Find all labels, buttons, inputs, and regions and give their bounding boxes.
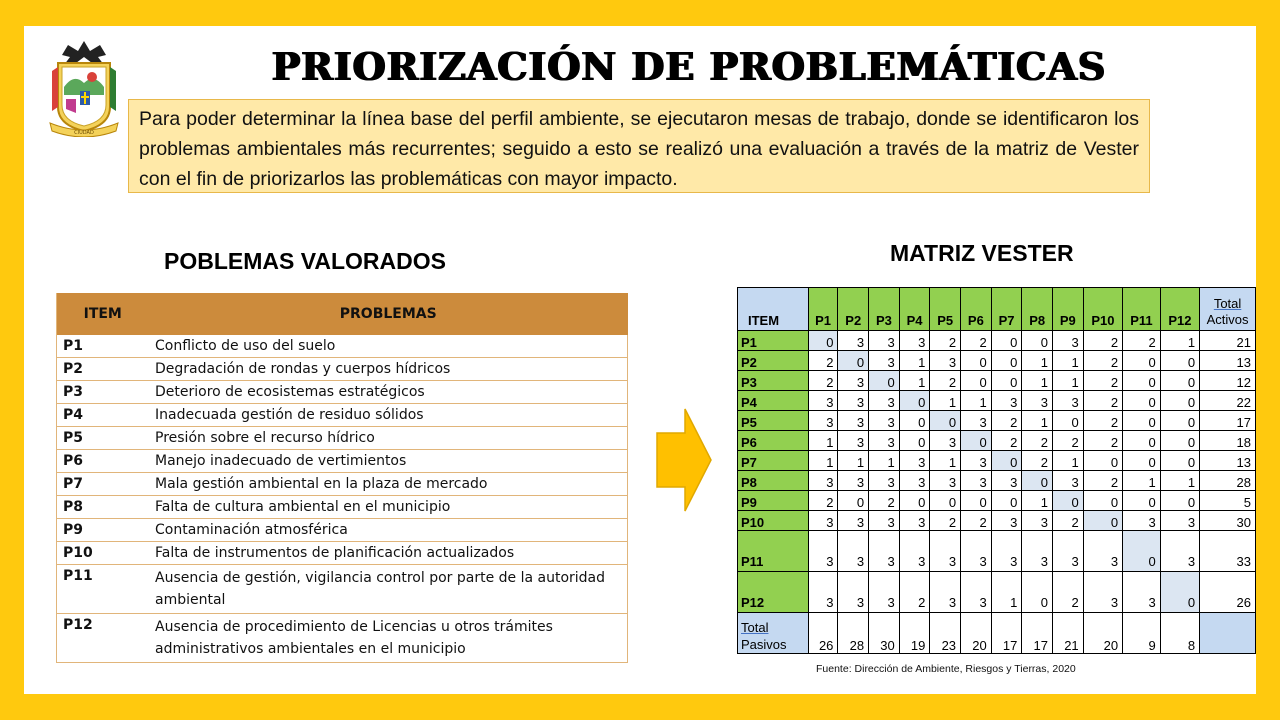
vester-matrix (737, 287, 1256, 654)
matrix-cell: 2 (808, 491, 838, 511)
matrix-cell: 3 (808, 411, 838, 431)
table-row (57, 565, 628, 614)
matrix-cell: 0 (991, 491, 1022, 511)
passive-total-cell: 9 (1123, 613, 1161, 654)
matrix-cell: 2 (961, 511, 992, 531)
matrix-cell: 3 (899, 451, 930, 471)
passive-total-cell: 28 (838, 613, 869, 654)
matrix-cell: 3 (869, 391, 900, 411)
matrix-cell: 0 (1022, 471, 1053, 491)
matrix-cell: 3 (808, 572, 838, 613)
matrix-cell: 2 (1083, 431, 1122, 451)
matrix-cell: 1 (899, 351, 930, 371)
matrix-cell: 3 (930, 431, 961, 451)
matrix-cell: 3 (869, 351, 900, 371)
matrix-cell: 3 (838, 431, 869, 451)
matrix-cell: 2 (1053, 431, 1084, 451)
matrix-cell: 0 (1022, 331, 1053, 351)
matrix-cell: 0 (930, 491, 961, 511)
matrix-cell: 2 (1053, 511, 1084, 531)
matrix-cell: 0 (1123, 351, 1161, 371)
problem-text: Falta de instrumentos de planificación actualizados (149, 542, 628, 565)
passive-total-cell: 17 (991, 613, 1022, 654)
source-caption: Fuente: Dirección de Ambiente, Riesgos y Tierras, 2020 (816, 663, 1076, 675)
active-total-cell: 26 (1200, 572, 1256, 613)
total-passive-header (738, 613, 809, 654)
matrix-cell: 1 (1022, 491, 1053, 511)
matrix-cell: 0 (1123, 371, 1161, 391)
matrix-row (738, 351, 1256, 371)
matrix-row (738, 331, 1256, 351)
matrix-cell: 0 (1160, 572, 1199, 613)
matrix-cell: 3 (991, 391, 1022, 411)
matrix-cell: 0 (1123, 391, 1161, 411)
matrix-row (738, 431, 1256, 451)
matrix-cell: 2 (1022, 451, 1053, 471)
matrix-cell: 0 (838, 491, 869, 511)
matrix-column-header: P11 (1123, 288, 1161, 331)
matrix-cell: 3 (961, 471, 992, 491)
matrix-cell: 3 (1160, 511, 1199, 531)
matrix-cell: 3 (869, 431, 900, 451)
matrix-cell: 0 (869, 371, 900, 391)
matrix-cell: 3 (961, 531, 992, 572)
problem-text: Conflicto de uso del suelo (149, 335, 628, 358)
table-row (57, 335, 628, 358)
matrix-cell: 2 (1083, 371, 1122, 391)
matrix-cell: 3 (1053, 531, 1084, 572)
matrix-cell: 3 (899, 471, 930, 491)
matrix-cell: 3 (808, 511, 838, 531)
matrix-cell: 1 (899, 371, 930, 391)
problem-text: Presión sobre el recurso hídrico (149, 427, 628, 450)
matrix-cell: 3 (869, 511, 900, 531)
matrix-cell: 1 (808, 451, 838, 471)
active-total-cell: 18 (1200, 431, 1256, 451)
problems-header-row (57, 293, 628, 335)
item-column-header: ITEM (57, 293, 150, 335)
header-line: Pasivos (741, 637, 787, 652)
matrix-row (738, 451, 1256, 471)
passive-total-cell: 23 (930, 613, 961, 654)
matrix-cell: 0 (1022, 572, 1053, 613)
matrix-cell: 0 (961, 431, 992, 451)
matrix-cell: 3 (1083, 531, 1122, 572)
matrix-cell: 3 (930, 471, 961, 491)
matrix-cell: 0 (991, 451, 1022, 471)
matrix-row (738, 471, 1256, 491)
matrix-cell: 2 (899, 572, 930, 613)
matrix-cell: 1 (991, 572, 1022, 613)
matrix-cell: 0 (1160, 491, 1199, 511)
matrix-cell: 3 (838, 572, 869, 613)
matrix-cell: 2 (1083, 351, 1122, 371)
passive-total-cell: 30 (869, 613, 900, 654)
problem-code: P3 (57, 381, 150, 404)
matrix-row-label: P1 (738, 331, 809, 351)
matrix-cell: 3 (930, 572, 961, 613)
matrix-row-label: P5 (738, 411, 809, 431)
problem-code: P5 (57, 427, 150, 450)
problem-text: Mala gestión ambiental en la plaza de mercado (149, 473, 628, 496)
matrix-cell: 0 (961, 351, 992, 371)
matrix-cell: 0 (961, 491, 992, 511)
total-active-header (1200, 288, 1256, 331)
matrix-cell: 3 (1022, 511, 1053, 531)
matrix-cell: 2 (869, 491, 900, 511)
table-row (57, 404, 628, 427)
problem-text: Ausencia de procedimiento de Licencias u otros trámites administrativos ambientales en el municipio (149, 614, 628, 663)
matrix-cell: 3 (991, 531, 1022, 572)
problem-text: Falta de cultura ambiental en el municipio (149, 496, 628, 519)
matrix-row-label: P8 (738, 471, 809, 491)
matrix-column-header: P8 (1022, 288, 1053, 331)
matrix-cell: 0 (899, 411, 930, 431)
matrix-cell: 0 (1123, 411, 1161, 431)
matrix-row (738, 491, 1256, 511)
matrix-cell: 3 (838, 531, 869, 572)
problem-code: P7 (57, 473, 150, 496)
matrix-row (738, 411, 1256, 431)
matrix-cell: 0 (1160, 351, 1199, 371)
matrix-cell: 3 (1053, 391, 1084, 411)
matrix-cell: 3 (1053, 471, 1084, 491)
table-row (57, 473, 628, 496)
matrix-cell: 2 (961, 331, 992, 351)
matrix-column-header: P4 (899, 288, 930, 331)
page-title: PRIORIZACIÓN DE PROBLEMÁTICAS (271, 44, 1107, 89)
matrix-cell: 3 (808, 531, 838, 572)
matrix-cell: 3 (869, 411, 900, 431)
matrix-cell: 3 (1123, 511, 1161, 531)
passive-totals-row (738, 613, 1256, 654)
active-total-cell: 13 (1200, 451, 1256, 471)
matrix-cell: 3 (991, 511, 1022, 531)
problem-code: P12 (57, 614, 150, 663)
passive-total-cell: 21 (1053, 613, 1084, 654)
matrix-cell: 1 (869, 451, 900, 471)
matrix-cell: 0 (991, 351, 1022, 371)
matrix-row (738, 572, 1256, 613)
matrix-cell: 0 (991, 371, 1022, 391)
problem-code: P6 (57, 450, 150, 473)
matrix-column-header: P6 (961, 288, 992, 331)
passive-total-cell: 8 (1160, 613, 1199, 654)
matrix-cell: 1 (961, 391, 992, 411)
passive-total-cell: 19 (899, 613, 930, 654)
empty-corner-cell (1200, 613, 1256, 654)
matrix-cell: 1 (838, 451, 869, 471)
matrix-cell: 2 (930, 511, 961, 531)
table-row (57, 381, 628, 404)
matrix-cell: 1 (1022, 411, 1053, 431)
matrix-cell: 3 (838, 371, 869, 391)
matrix-cell: 0 (1053, 491, 1084, 511)
matrix-cell: 0 (1123, 531, 1161, 572)
matrix-cell: 1 (1053, 351, 1084, 371)
matrix-column-header: P3 (869, 288, 900, 331)
matrix-cell: 0 (991, 331, 1022, 351)
matrix-cell: 3 (1053, 331, 1084, 351)
table-row (57, 542, 628, 565)
matrix-cell: 0 (930, 411, 961, 431)
matrix-cell: 0 (838, 351, 869, 371)
matrix-header-row (738, 288, 1256, 331)
problems-table (56, 293, 628, 663)
header-line: Total (741, 620, 769, 635)
matrix-cell: 3 (838, 391, 869, 411)
matrix-cell: 2 (1083, 471, 1122, 491)
matrix-cell: 1 (1022, 351, 1053, 371)
matrix-cell: 2 (1022, 431, 1053, 451)
matrix-cell: 1 (1160, 331, 1199, 351)
matrix-row-label: P7 (738, 451, 809, 471)
problem-code: P10 (57, 542, 150, 565)
problem-code: P8 (57, 496, 150, 519)
matrix-column-header: P5 (930, 288, 961, 331)
passive-total-cell: 20 (961, 613, 992, 654)
problem-code: P1 (57, 335, 150, 358)
active-total-cell: 13 (1200, 351, 1256, 371)
matrix-cell: 3 (1160, 531, 1199, 572)
matrix-cell: 3 (899, 331, 930, 351)
matrix-cell: 1 (808, 431, 838, 451)
matrix-cell: 2 (930, 371, 961, 391)
matrix-cell: 3 (1022, 531, 1053, 572)
matrix-cell: 0 (1160, 451, 1199, 471)
matrix-cell: 3 (961, 411, 992, 431)
matrix-column-header: P7 (991, 288, 1022, 331)
matrix-cell: 0 (1123, 491, 1161, 511)
slide (24, 26, 1256, 694)
matrix-cell: 3 (930, 531, 961, 572)
passive-total-cell: 26 (808, 613, 838, 654)
arrow-right-icon (655, 407, 713, 513)
matrix-cell: 1 (930, 451, 961, 471)
matrix-row-label: P12 (738, 572, 809, 613)
problem-text: Manejo inadecuado de vertimientos (149, 450, 628, 473)
active-total-cell: 5 (1200, 491, 1256, 511)
matrix-cell: 1 (1022, 371, 1053, 391)
matrix-row-label: P9 (738, 491, 809, 511)
active-total-cell: 21 (1200, 331, 1256, 351)
table-row (57, 614, 628, 663)
matrix-cell: 2 (991, 431, 1022, 451)
matrix-cell: 3 (961, 451, 992, 471)
problem-text: Ausencia de gestión, vigilancia control por parte de la autoridad ambiental (149, 565, 628, 614)
problems-column-header: PROBLEMAS (149, 293, 628, 335)
matrix-cell: 3 (869, 471, 900, 491)
svg-text:CIUDAD: CIUDAD (74, 130, 94, 136)
table-row (57, 519, 628, 542)
matrix-cell: 0 (1160, 431, 1199, 451)
problem-text: Degradación de rondas y cuerpos hídricos (149, 358, 628, 381)
matrix-cell: 1 (930, 391, 961, 411)
matrix-cell: 3 (869, 531, 900, 572)
matrix-cell: 0 (1160, 371, 1199, 391)
active-total-cell: 30 (1200, 511, 1256, 531)
matrix-cell: 0 (1123, 431, 1161, 451)
matrix-cell: 3 (899, 511, 930, 531)
matrix-cell: 1 (1053, 451, 1084, 471)
matrix-row (738, 531, 1256, 572)
matrix-cell: 2 (808, 371, 838, 391)
matrix-cell: 0 (961, 371, 992, 391)
active-total-cell: 17 (1200, 411, 1256, 431)
matrix-cell: 3 (869, 331, 900, 351)
problem-code: P11 (57, 565, 150, 614)
matrix-row-label: P3 (738, 371, 809, 391)
problem-code: P4 (57, 404, 150, 427)
matrix-cell: 3 (1083, 572, 1122, 613)
header-line: Activos (1206, 312, 1249, 327)
matrix-cell: 2 (1083, 391, 1122, 411)
matrix-cell: 0 (899, 491, 930, 511)
table-row (57, 496, 628, 519)
matrix-cell: 0 (1083, 451, 1122, 471)
passive-total-cell: 20 (1083, 613, 1122, 654)
matrix-cell: 2 (1053, 572, 1084, 613)
active-total-cell: 12 (1200, 371, 1256, 391)
matrix-cell: 0 (899, 431, 930, 451)
matrix-heading: MATRIZ VESTER (890, 240, 1074, 266)
matrix-column-header: P2 (838, 288, 869, 331)
matrix-cell: 0 (1160, 411, 1199, 431)
matrix-column-header: P9 (1053, 288, 1084, 331)
matrix-cell: 3 (1123, 572, 1161, 613)
intro-paragraph: Para poder determinar la línea base del perfil ambiente, se ejecutaron mesas de trabajo, donde se identificaron los problemas ambientales más recurrentes; seguido a esto se realizó una evaluación a través de la matriz de Vester con el fin de priorizarlos las problemáticas con mayor impacto. (128, 99, 1150, 193)
problem-code: P2 (57, 358, 150, 381)
matrix-cell: 2 (1123, 331, 1161, 351)
problem-text: Inadecuada gestión de residuo sólidos (149, 404, 628, 427)
active-total-cell: 33 (1200, 531, 1256, 572)
table-row (57, 450, 628, 473)
matrix-cell: 2 (930, 331, 961, 351)
matrix-cell: 2 (1083, 411, 1122, 431)
matrix-column-header: P10 (1083, 288, 1122, 331)
matrix-cell: 2 (808, 351, 838, 371)
matrix-cell: 3 (1022, 391, 1053, 411)
table-row (57, 358, 628, 381)
matrix-cell: 3 (869, 572, 900, 613)
matrix-row-label: P4 (738, 391, 809, 411)
problem-text: Deterioro de ecosistemas estratégicos (149, 381, 628, 404)
matrix-item-header: ITEM (738, 288, 809, 331)
matrix-row (738, 391, 1256, 411)
matrix-cell: 3 (838, 411, 869, 431)
matrix-cell: 3 (838, 471, 869, 491)
matrix-row-label: P2 (738, 351, 809, 371)
passive-total-cell: 17 (1022, 613, 1053, 654)
problem-code: P9 (57, 519, 150, 542)
matrix-cell: 1 (1160, 471, 1199, 491)
matrix-cell: 3 (808, 391, 838, 411)
matrix-cell: 0 (1160, 391, 1199, 411)
matrix-cell: 2 (1083, 331, 1122, 351)
matrix-cell: 3 (961, 572, 992, 613)
matrix-cell: 3 (899, 531, 930, 572)
header-line: Total (1213, 296, 1242, 311)
active-total-cell: 28 (1200, 471, 1256, 491)
matrix-row-label: P10 (738, 511, 809, 531)
matrix-cell: 3 (991, 471, 1022, 491)
active-total-cell: 22 (1200, 391, 1256, 411)
matrix-row-label: P11 (738, 531, 809, 572)
matrix-cell: 0 (1053, 411, 1084, 431)
matrix-cell: 0 (1083, 491, 1122, 511)
matrix-cell: 2 (991, 411, 1022, 431)
matrix-cell: 0 (1083, 511, 1122, 531)
matrix-cell: 1 (1123, 471, 1161, 491)
table-row (57, 427, 628, 450)
matrix-row (738, 511, 1256, 531)
matrix-column-header: P12 (1160, 288, 1199, 331)
matrix-cell: 3 (808, 471, 838, 491)
matrix-cell: 0 (808, 331, 838, 351)
problems-heading: POBLEMAS VALORADOS (164, 248, 446, 274)
matrix-row (738, 371, 1256, 391)
matrix-cell: 3 (838, 331, 869, 351)
coat-of-arms-logo (48, 37, 120, 137)
matrix-column-header: P1 (808, 288, 838, 331)
problem-text: Contaminación atmosférica (149, 519, 628, 542)
matrix-cell: 0 (1123, 451, 1161, 471)
matrix-cell: 3 (838, 511, 869, 531)
matrix-cell: 3 (930, 351, 961, 371)
matrix-cell: 0 (899, 391, 930, 411)
matrix-cell: 1 (1053, 371, 1084, 391)
matrix-row-label: P6 (738, 431, 809, 451)
